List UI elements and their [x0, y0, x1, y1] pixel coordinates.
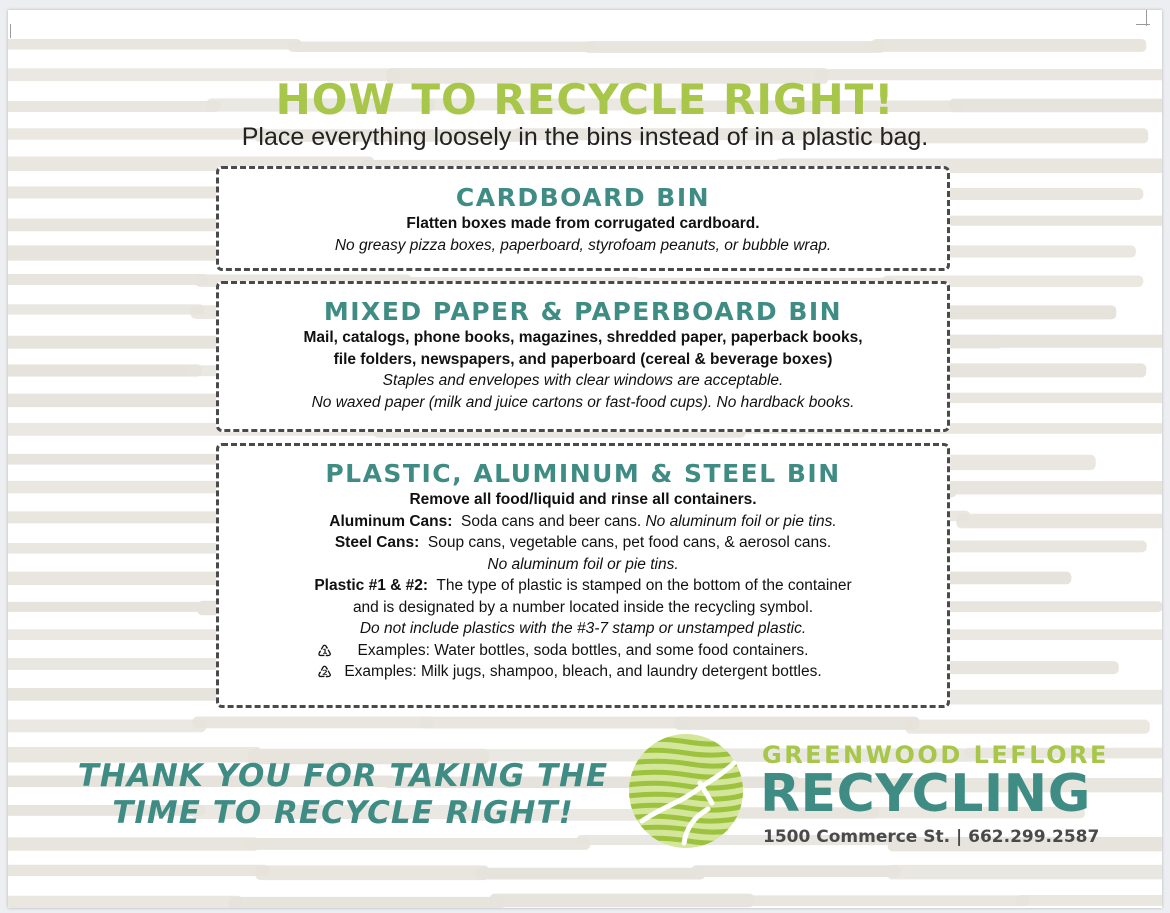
stripe-stroke [255, 865, 489, 880]
thank-you-message [68, 758, 618, 832]
headline: HOW TO RECYCLE RIGHT! [275, 75, 895, 124]
stripe-stroke [8, 896, 243, 908]
plastic-line [219, 575, 947, 597]
stripe-stroke [8, 364, 202, 376]
aluminum-cans-line [219, 511, 947, 533]
thank-you-line-2: TIME TO RECYCLE RIGHT! [112, 795, 574, 831]
recycle-2-icon: ♴ [317, 663, 333, 682]
stripe-stroke [420, 717, 688, 729]
stripe-stroke [956, 514, 1162, 529]
stripe-stroke [691, 865, 901, 877]
steel-cans-line [219, 532, 947, 554]
stripe-stroke [906, 720, 1150, 734]
plastic-label: Plastic #1 & #2: [314, 577, 429, 594]
stripe-stroke [8, 720, 206, 733]
stripe-stroke [8, 39, 302, 50]
steel-cans-text: Soup cans, vegetable cans, pet food cans, & aerosol cans. [427, 534, 832, 551]
stripe-stroke [8, 543, 233, 554]
plastic-metal-bin-title: PLASTIC, ALUMINUM & STEEL BIN [325, 459, 841, 488]
stripe-stroke [674, 717, 919, 730]
plastic-metal-bin-box [216, 443, 950, 708]
stripe-stroke [921, 245, 1136, 257]
crop-mark [1136, 24, 1150, 25]
stripe-stroke [8, 336, 231, 349]
stripe-stroke [229, 897, 504, 908]
aluminum-cans-exclusion: No aluminum foil or pie tins. [645, 512, 837, 530]
stripe-stroke [8, 837, 259, 850]
cardboard-exclusions: No greasy pizza boxes, paperboard, styrofoam peanuts, or bubble wrap. [334, 236, 832, 254]
aluminum-cans-text: Soda cans and beer cans. [461, 512, 642, 530]
aluminum-cans-label: Aluminum Cans: [329, 512, 453, 530]
stripe-stroke [8, 304, 205, 314]
stripe-stroke [989, 335, 1162, 348]
stripe-stroke [8, 511, 247, 523]
stripe-stroke [871, 39, 1146, 52]
org-name-main: RECYCLING [760, 764, 1091, 824]
plastic-example-text: Examples: Water bottles, soda bottles, and some food containers. [357, 641, 809, 659]
cardboard-bin-title: CARDBOARD BIN [455, 183, 711, 212]
stripe-stroke [192, 717, 434, 729]
stripe-stroke [8, 865, 269, 876]
stripe-stroke [583, 41, 885, 53]
plastic-example-2 [219, 661, 947, 683]
cardboard-bin-box [216, 166, 950, 271]
stripe-stroke [8, 602, 211, 612]
stripe-stroke [288, 42, 598, 52]
steel-cans-exclusion: No aluminum foil or pie tins. [487, 555, 679, 573]
org-contact: 1500 Commerce St. | 662.299.2587 [763, 827, 1100, 847]
mixed-paper-items: file folders, newspapers, and paperboard (cereal & beverage boxes) [333, 350, 833, 368]
mixed-paper-bin-title: MIXED PAPER & PAPERBOARD BIN [323, 297, 843, 326]
plastic-metal-rule: Remove all food/liquid and rinse all containers. [409, 491, 757, 508]
mixed-paper-items: Mail, catalogs, phone books, magazines, shredded paper, paperback books, [303, 329, 863, 346]
stripe-stroke [887, 865, 1162, 880]
plastic-text-continued: and is designated by a number located inside the recycling symbol. [352, 598, 814, 616]
subheadline: Place everything loosely in the bins instead of in a plastic bag. [241, 123, 929, 151]
stripe-stroke [245, 838, 590, 850]
plastic-example-text: Examples: Milk jugs, shampoo, bleach, and laundry detergent bottles. [344, 663, 822, 680]
mixed-paper-acceptable: Staples and envelopes with clear windows are acceptable. [382, 372, 784, 389]
recycling-logo-icon [628, 733, 744, 849]
plastic-example-1 [219, 640, 947, 662]
stripe-stroke [943, 481, 1162, 495]
plastic-text: The type of plastic is stamped on the bottom of the container [436, 577, 852, 594]
mixed-paper-bin-box [216, 281, 950, 432]
mixed-paper-exclusions: No waxed paper (milk and juice cartons or fast-food cups). No hardback books. [311, 393, 855, 411]
stripe-stroke [922, 363, 1147, 377]
stripe-stroke [8, 245, 251, 260]
stripe-stroke [490, 894, 755, 908]
stripe-stroke [740, 895, 1029, 906]
org-name-top: GREENWOOD LEFLORE [762, 741, 1109, 769]
stripe-stroke [1016, 895, 1162, 906]
stripe-stroke [8, 274, 209, 285]
cardboard-rule: Flatten boxes made from corrugated cardboard. [406, 215, 760, 232]
steel-cans-label: Steel Cans: [334, 534, 420, 551]
stripe-stroke [475, 868, 705, 880]
crop-mark [10, 24, 11, 38]
thank-you-line-1: THANK YOU FOR TAKING THE [77, 758, 609, 794]
flyer-page [8, 10, 1162, 908]
recycle-1-icon: ♳ [317, 641, 333, 661]
plastic-exclusion: Do not include plastics with the #3-7 stamp or unstamped plastic. [359, 620, 807, 637]
